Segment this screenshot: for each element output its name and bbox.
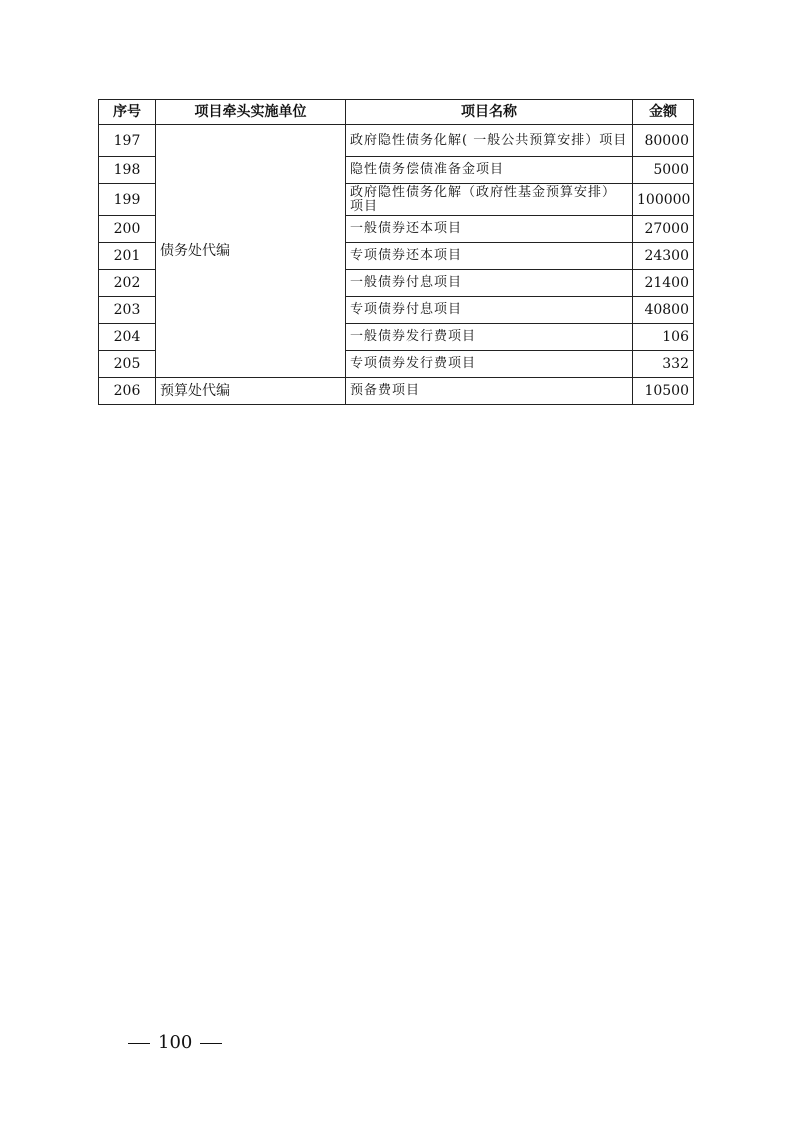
row-org: 预算处代编 <box>156 378 346 405</box>
page-footer <box>120 1032 230 1053</box>
row-amount: 106 <box>633 324 694 351</box>
header-name: 项目名称 <box>346 100 633 125</box>
row-seq: 204 <box>99 324 156 351</box>
row-name: 一般债券还本项目 <box>346 216 633 243</box>
row-name: 隐性债务偿债准备金项目 <box>346 157 633 184</box>
row-org: 债务处代编 <box>156 125 346 378</box>
row-name: 政府隐性债务化解（政府性基金预算安排）项目 <box>346 184 633 216</box>
row-seq: 199 <box>99 184 156 216</box>
header-amount: 金额 <box>633 100 694 125</box>
table-row <box>99 378 694 405</box>
table-row <box>99 125 694 157</box>
row-seq: 197 <box>99 125 156 157</box>
row-name: 专项债券付息项目 <box>346 297 633 324</box>
row-seq: 202 <box>99 270 156 297</box>
row-seq: 206 <box>99 378 156 405</box>
page-number: 100 <box>158 1032 193 1053</box>
row-amount: 100000 <box>633 184 694 216</box>
footer-dash-right <box>200 1043 222 1044</box>
footer-dash-left <box>128 1043 150 1044</box>
row-amount: 27000 <box>633 216 694 243</box>
project-budget-table <box>98 99 694 405</box>
row-seq: 203 <box>99 297 156 324</box>
row-name: 政府隐性债务化解( 一般公共预算安排）项目 <box>346 125 633 157</box>
row-amount: 40800 <box>633 297 694 324</box>
row-amount: 332 <box>633 351 694 378</box>
row-amount: 10500 <box>633 378 694 405</box>
row-name: 专项债券发行费项目 <box>346 351 633 378</box>
row-name: 预备费项目 <box>346 378 633 405</box>
row-name: 专项债券还本项目 <box>346 243 633 270</box>
row-amount: 80000 <box>633 125 694 157</box>
row-name: 一般债券发行费项目 <box>346 324 633 351</box>
row-amount: 21400 <box>633 270 694 297</box>
row-amount: 5000 <box>633 157 694 184</box>
row-seq: 201 <box>99 243 156 270</box>
row-seq: 200 <box>99 216 156 243</box>
header-org: 项目牵头实施单位 <box>156 100 346 125</box>
row-seq: 198 <box>99 157 156 184</box>
row-amount: 24300 <box>633 243 694 270</box>
header-seq: 序号 <box>99 100 156 125</box>
row-name: 一般债券付息项目 <box>346 270 633 297</box>
table-header-row <box>99 100 694 125</box>
row-seq: 205 <box>99 351 156 378</box>
